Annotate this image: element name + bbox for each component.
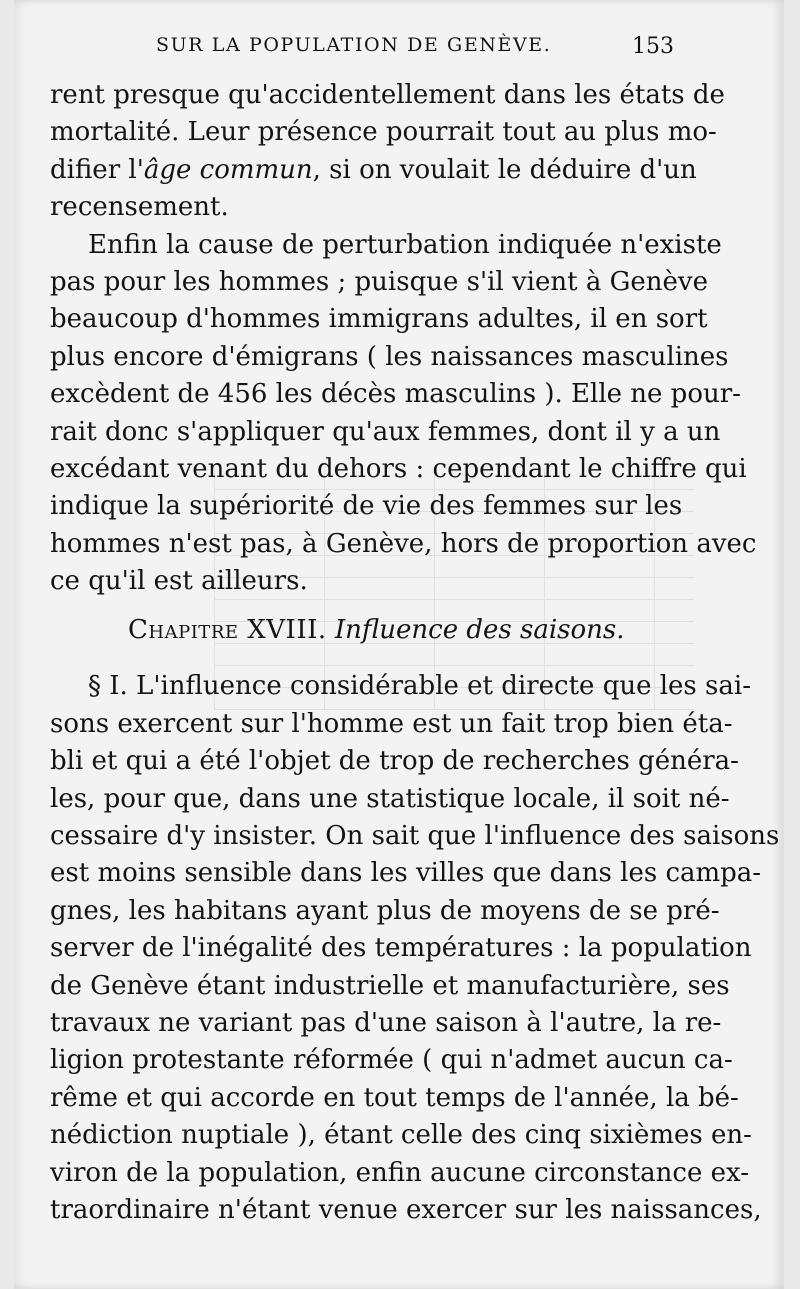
text-line: pas pour les hommes ; puisque s'il vient à Genève (50, 266, 708, 297)
text-line: excèdent de 456 les décès masculins ). Elle ne pour- (50, 379, 741, 410)
text-line: bli et qui a été l'objet de trop de recherches généra- (50, 746, 739, 777)
text-line: server de l'inégalité des températures : la population (50, 933, 752, 964)
text-line (50, 152, 697, 189)
text-line: rent presque qu'accidentellement dans les états de (50, 80, 725, 110)
page-header (14, 34, 784, 64)
text-line: rait donc s'appliquer qu'aux femmes, dont il y a un (50, 416, 721, 447)
book-page (14, 0, 784, 1289)
text-line: indique la supériorité de vie des femmes sur les (50, 491, 683, 522)
text-line: viron de la population, enfin aucune circonstance ex- (50, 1157, 749, 1188)
text-line: ligion protestante réformée ( qui n'admet aucun ca- (50, 1045, 733, 1076)
text-line: beaucoup d'hommes immigrans adultes, il en sort (50, 304, 708, 335)
text-line: cessaire d'y insister. On sait que l'influence des saisons (50, 821, 780, 852)
text-line-italic: âge commun (143, 154, 313, 185)
text-line: rême et qui accorde en tout temps de l'année, la bé- (50, 1082, 739, 1113)
text-line: ce qu'il est ailleurs. (50, 566, 308, 597)
text-line: de Genève étant industrielle et manufacturière, ses (50, 970, 730, 1001)
text-line-part: , si on voulait le déduire d'un (312, 154, 697, 185)
running-title: SUR LA POPULATION DE GENÈVE. (156, 34, 552, 56)
body-text (50, 77, 780, 1229)
chapter-label: Chapitre XVIII. (128, 615, 327, 646)
text-line: gnes, les habitans ayant plus de moyens de se pré- (50, 895, 720, 926)
text-line: hommes n'est pas, à Genève, hors de proportion avec (50, 528, 757, 559)
text-line: nédiction nuptiale ), étant celle des cinq sixièmes en- (50, 1120, 752, 1151)
text-line: Enfin la cause de perturbation indiquée n'existe (88, 229, 722, 260)
text-line-part: difier l' (50, 154, 144, 185)
text-line: les, pour que, dans une statistique locale, il soit né- (50, 783, 730, 814)
text-line: travaux ne variant pas d'une saison à l'autre, la re- (50, 1007, 722, 1038)
text-line: est moins sensible dans les villes que dans les campa- (50, 858, 762, 889)
text-line: excédant venant du dehors : cependant le chiffre qui (50, 453, 747, 484)
page-number: 153 (632, 34, 674, 59)
text-line: plus encore d'émigrans ( les naissances masculines (50, 341, 729, 372)
text-line: mortalité. Leur présence pourrait tout au plus mo- (50, 117, 717, 148)
chapter-title: Influence des saisons. (334, 615, 625, 646)
chapter-heading (50, 600, 682, 668)
text-line: § I. L'influence considérable et directe que les sai- (88, 671, 751, 702)
text-line: recensement. (50, 192, 229, 223)
text-line: traordinaire n'étant venue exercer sur les naissances, (50, 1194, 762, 1225)
text-line: sons exercent sur l'homme est un fait trop bien éta- (50, 708, 733, 739)
